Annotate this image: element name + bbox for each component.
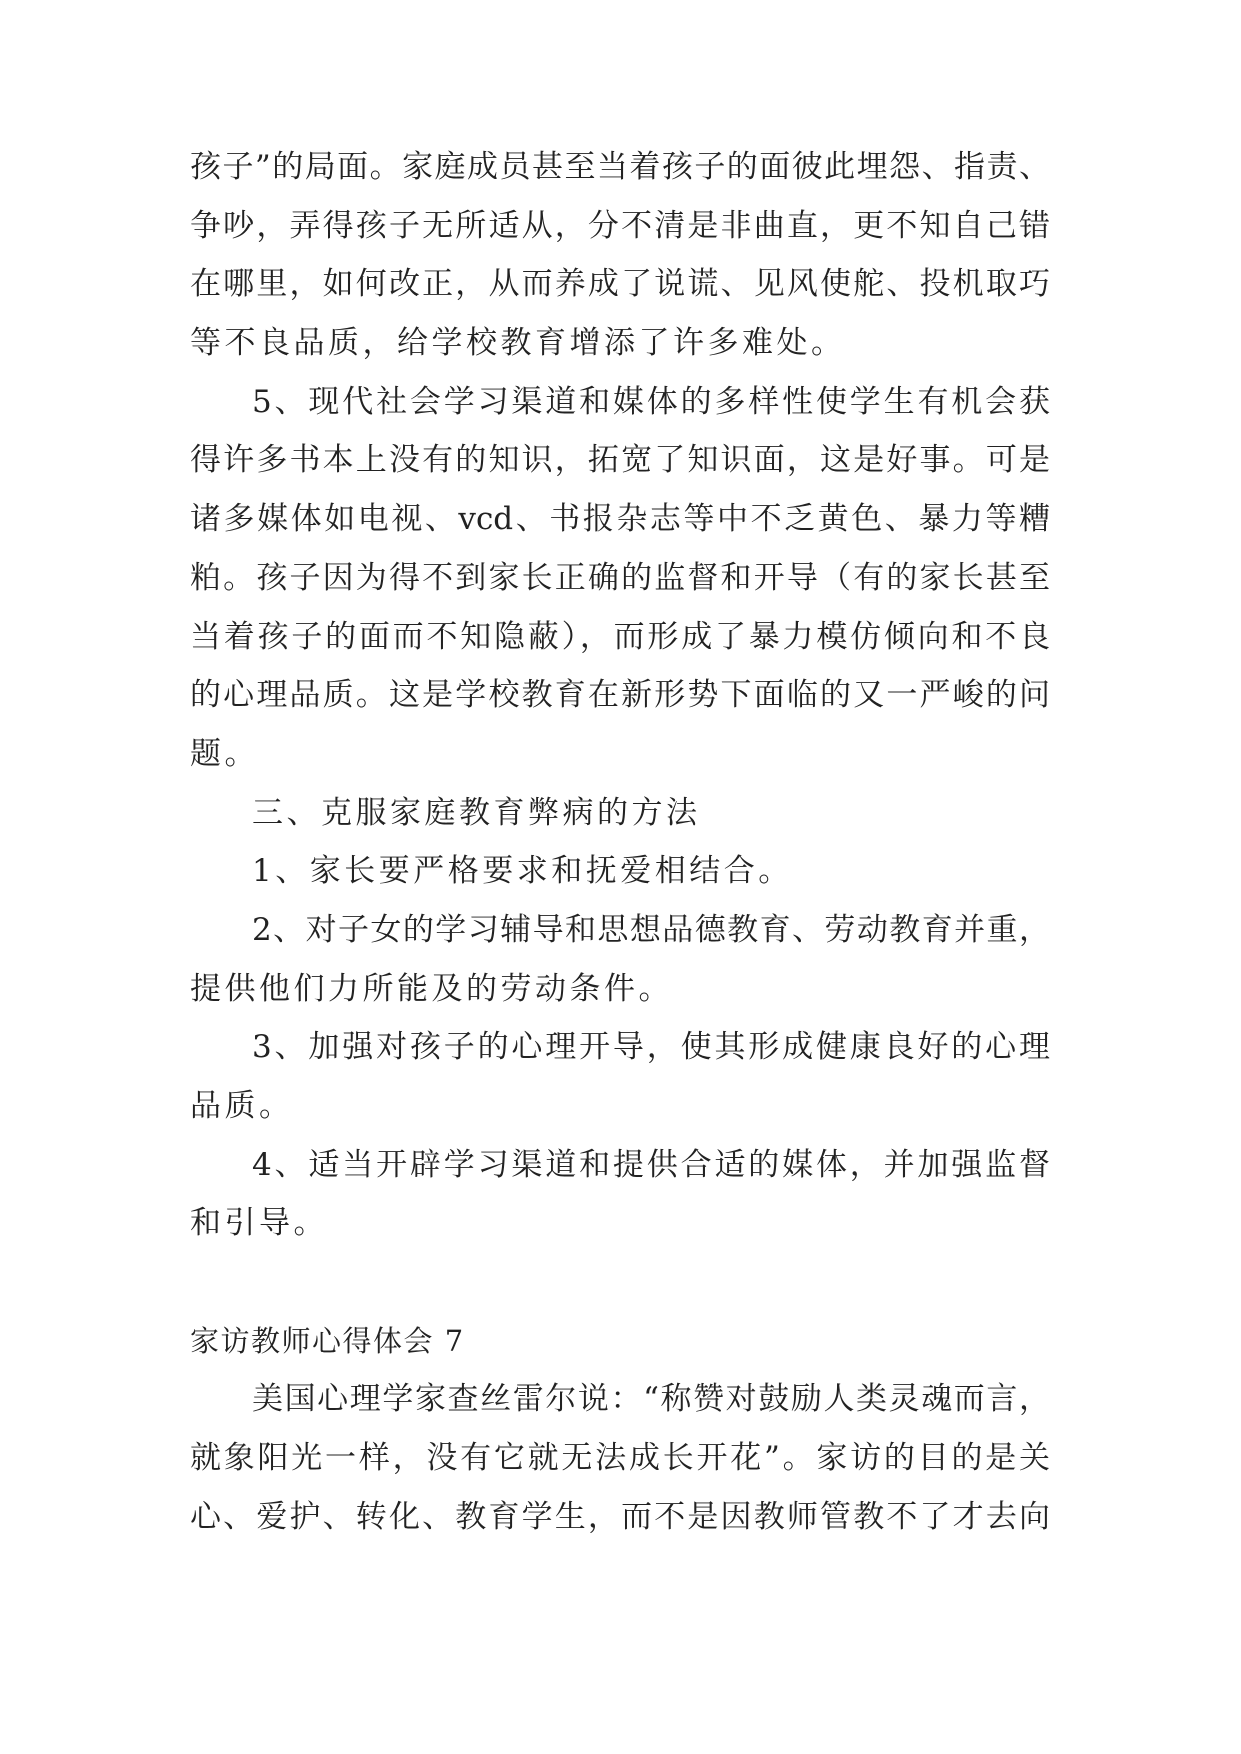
- article-paragraph: [190, 1370, 1050, 1546]
- text-line: 粕。孩子因为得不到家长正确的监督和开导（有的家长甚至: [190, 559, 1050, 596]
- text-line: 品质。: [190, 1088, 294, 1124]
- document-page: [190, 138, 1050, 1547]
- text-line: 得许多书本上没有的知识，拓宽了知识面，这是好事。可是: [190, 442, 1050, 479]
- text-line: 心、爱护、转化、教育学生，而不是因教师管教不了才去向: [190, 1498, 1050, 1535]
- list-item-1: 1、家长要严格要求和抚爱相结合。: [252, 853, 793, 890]
- text-line: 孩子”的局面。家庭成员甚至当着孩子的面彼此埋怨、指责、: [190, 149, 1050, 185]
- article-title: 家访教师心得体会 7: [190, 1323, 465, 1358]
- text-line: 提供他们力所能及的劳动条件。: [190, 970, 673, 1007]
- text-line: 等不良品质，给学校教育增添了许多难处。: [190, 325, 846, 362]
- text-line: 的心理品质。这是学校教育在新形势下面临的又一严峻的问: [190, 677, 1050, 714]
- text-line: 在哪里，如何改正，从而养成了说谎、见风使舵、投机取巧: [190, 266, 1050, 303]
- paragraph-continued: [190, 138, 1050, 373]
- text-line: 当着孩子的面而不知隐蔽），而形成了暴力模仿倾向和不良: [190, 618, 1050, 655]
- text-line: 题。: [190, 735, 259, 772]
- text-line: 就象阳光一样，没有它就无法成长开花”。家访的目的是关: [190, 1440, 1050, 1477]
- list-item-2: [190, 901, 1050, 1018]
- text-line: 5、现代社会学习渠道和媒体的多样性使学生有机会获: [252, 383, 1050, 420]
- text-line: 2、对子女的学习辅导和思想品德教育、劳动教育并重，: [252, 911, 1050, 948]
- paragraph-item-5: [190, 373, 1050, 784]
- text-line: 美国心理学家查丝雷尔说：“称赞对鼓励人类灵魂而言，: [252, 1381, 1050, 1418]
- spacer: [190, 1253, 1050, 1312]
- text-line: 3、加强对孩子的心理开导，使其形成健康良好的心理: [252, 1029, 1050, 1066]
- list-item-4: [190, 1136, 1050, 1253]
- section-heading: 三、克服家庭教育弊病的方法: [252, 794, 701, 831]
- text-line: 诸多媒体如电视、vcd、书报杂志等中不乏黄色、暴力等糟: [190, 501, 1050, 538]
- list-item-3: [190, 1018, 1050, 1135]
- text-line: 争吵，弄得孩子无所适从，分不清是非曲直，更不知自己错: [190, 207, 1050, 244]
- text-line: 4、适当开辟学习渠道和提供合适的媒体，并加强监督: [252, 1146, 1050, 1183]
- text-line: 和引导。: [190, 1205, 328, 1242]
